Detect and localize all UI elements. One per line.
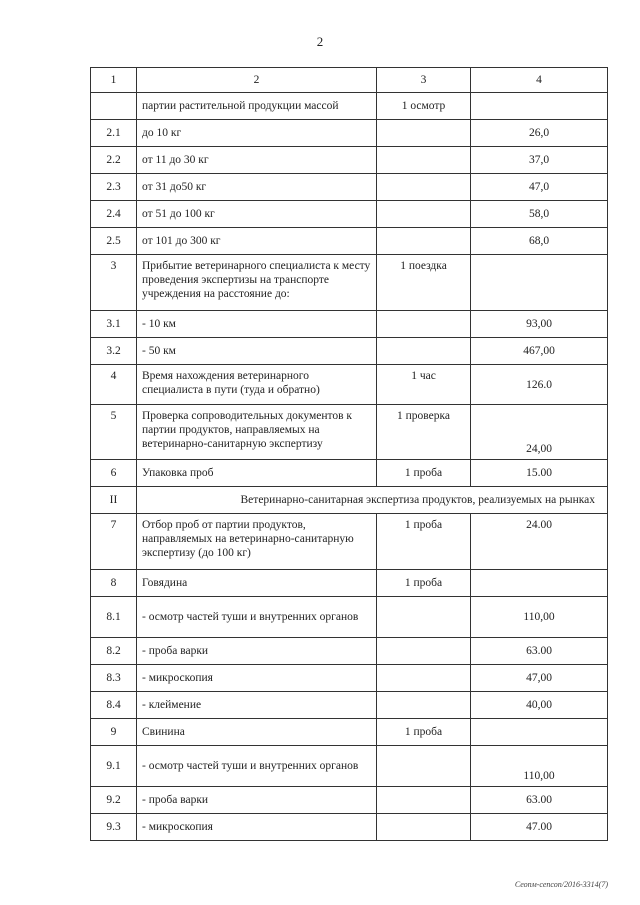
row-number: 8.1 — [91, 597, 137, 638]
row-price: 24.00 — [471, 514, 608, 570]
row-unit — [377, 311, 471, 338]
table-row — [91, 597, 608, 638]
row-unit: 1 час — [377, 365, 471, 405]
row-number: 3.1 — [91, 311, 137, 338]
row-description: до 10 кг — [137, 120, 377, 147]
section-row — [91, 487, 608, 514]
table-row — [91, 338, 608, 365]
row-number: 9 — [91, 719, 137, 746]
row-unit — [377, 338, 471, 365]
row-description: от 51 до 100 кг — [137, 201, 377, 228]
row-description: - проба варки — [137, 638, 377, 665]
row-unit — [377, 228, 471, 255]
row-description: - осмотр частей туши и внутренних органов — [137, 746, 377, 787]
row-number: 2.4 — [91, 201, 137, 228]
row-unit — [377, 597, 471, 638]
row-unit: 1 проба — [377, 514, 471, 570]
table-row — [91, 570, 608, 597]
row-description: Свинина — [137, 719, 377, 746]
row-unit — [377, 665, 471, 692]
row-number: 9.2 — [91, 787, 137, 814]
row-unit: 1 проба — [377, 719, 471, 746]
row-price: 37,0 — [471, 147, 608, 174]
row-description: - осмотр частей туши и внутренних органов — [137, 597, 377, 638]
table-row — [91, 93, 608, 120]
row-price: 126.0 — [471, 365, 608, 405]
row-number: 2.3 — [91, 174, 137, 201]
row-price: 15.00 — [471, 460, 608, 487]
row-number: 9.3 — [91, 814, 137, 841]
row-unit: 1 поездка — [377, 255, 471, 311]
table-row — [91, 692, 608, 719]
table-row — [91, 814, 608, 841]
row-unit — [377, 201, 471, 228]
row-description: партии растительной продукции массой — [137, 93, 377, 120]
row-number: 7 — [91, 514, 137, 570]
row-price — [471, 719, 608, 746]
row-description: Упаковка проб — [137, 460, 377, 487]
row-price: 58,0 — [471, 201, 608, 228]
row-description: Говядина — [137, 570, 377, 597]
row-description: - проба варки — [137, 787, 377, 814]
row-description: Время нахождения ветеринарного специалиста в пути (туда и обратно) — [137, 365, 377, 405]
table-header-row — [91, 68, 608, 93]
row-unit — [377, 787, 471, 814]
table-row — [91, 365, 608, 405]
row-number: 3.2 — [91, 338, 137, 365]
table-row — [91, 201, 608, 228]
row-price: 68,0 — [471, 228, 608, 255]
row-price: 40,00 — [471, 692, 608, 719]
row-unit: 1 проба — [377, 570, 471, 597]
header-cell: 1 — [91, 68, 137, 93]
row-price — [471, 570, 608, 597]
row-number: 2.5 — [91, 228, 137, 255]
row-number: 8.3 — [91, 665, 137, 692]
table-row — [91, 311, 608, 338]
row-unit — [377, 746, 471, 787]
row-price: 24,00 — [471, 405, 608, 460]
row-number: 6 — [91, 460, 137, 487]
row-number: 8.2 — [91, 638, 137, 665]
table-row — [91, 255, 608, 311]
header-cell: 4 — [471, 68, 608, 93]
table-row — [91, 460, 608, 487]
row-number: 8.4 — [91, 692, 137, 719]
row-unit — [377, 120, 471, 147]
row-price: 47.00 — [471, 814, 608, 841]
row-unit: 1 проба — [377, 460, 471, 487]
row-unit — [377, 638, 471, 665]
row-price — [471, 93, 608, 120]
table-row — [91, 514, 608, 570]
section-number: II — [91, 487, 137, 514]
row-unit: 1 проверка — [377, 405, 471, 460]
row-description: Прибытие ветеринарного специалиста к месту проведения экспертизы на транспорте учреждения на расстояние до: — [137, 255, 377, 311]
row-description: - микроскопия — [137, 814, 377, 841]
row-unit — [377, 814, 471, 841]
row-unit: 1 осмотр — [377, 93, 471, 120]
row-description: - 50 км — [137, 338, 377, 365]
row-number — [91, 93, 137, 120]
table-row — [91, 174, 608, 201]
row-description: - 10 км — [137, 311, 377, 338]
row-unit — [377, 174, 471, 201]
row-unit — [377, 692, 471, 719]
row-price: 110,00 — [471, 597, 608, 638]
price-table — [90, 67, 608, 841]
table-row — [91, 665, 608, 692]
table-row — [91, 787, 608, 814]
row-description: Проверка сопроводительных документов к партии продуктов, направляемых на ветеринарно-санитарную экспертизу — [137, 405, 377, 460]
table-row — [91, 228, 608, 255]
row-price: 93,00 — [471, 311, 608, 338]
row-number: 2.2 — [91, 147, 137, 174]
header-cell: 2 — [137, 68, 377, 93]
section-title: Ветеринарно-санитарная экспертиза продуктов, реализуемых на рынках — [137, 487, 608, 514]
row-unit — [377, 147, 471, 174]
table-row — [91, 147, 608, 174]
row-description: от 31 до50 кг — [137, 174, 377, 201]
table-row — [91, 719, 608, 746]
page-number: 2 — [316, 34, 324, 49]
row-price: 47,00 — [471, 665, 608, 692]
row-number: 3 — [91, 255, 137, 311]
row-number: 2.1 — [91, 120, 137, 147]
row-description: от 11 до 30 кг — [137, 147, 377, 174]
row-number: 4 — [91, 365, 137, 405]
row-number: 5 — [91, 405, 137, 460]
row-description: от 101 до 300 кг — [137, 228, 377, 255]
row-price: 63.00 — [471, 787, 608, 814]
table-row — [91, 638, 608, 665]
table-row — [91, 746, 608, 787]
table-row — [91, 120, 608, 147]
row-price: 110,00 — [471, 746, 608, 787]
row-price: 26,0 — [471, 120, 608, 147]
row-description: Отбор проб от партии продуктов, направляемых на ветеринарно-санитарную экспертизу (до 100 кг) — [137, 514, 377, 570]
row-description: - клеймение — [137, 692, 377, 719]
table-row — [91, 405, 608, 460]
document-code: Сеопм-сепсоп/2016-3314(7) — [514, 880, 608, 889]
row-price — [471, 255, 608, 311]
row-price: 63.00 — [471, 638, 608, 665]
row-price: 467,00 — [471, 338, 608, 365]
row-number: 9.1 — [91, 746, 137, 787]
header-cell: 3 — [377, 68, 471, 93]
row-price: 47,0 — [471, 174, 608, 201]
row-number: 8 — [91, 570, 137, 597]
row-description: - микроскопия — [137, 665, 377, 692]
